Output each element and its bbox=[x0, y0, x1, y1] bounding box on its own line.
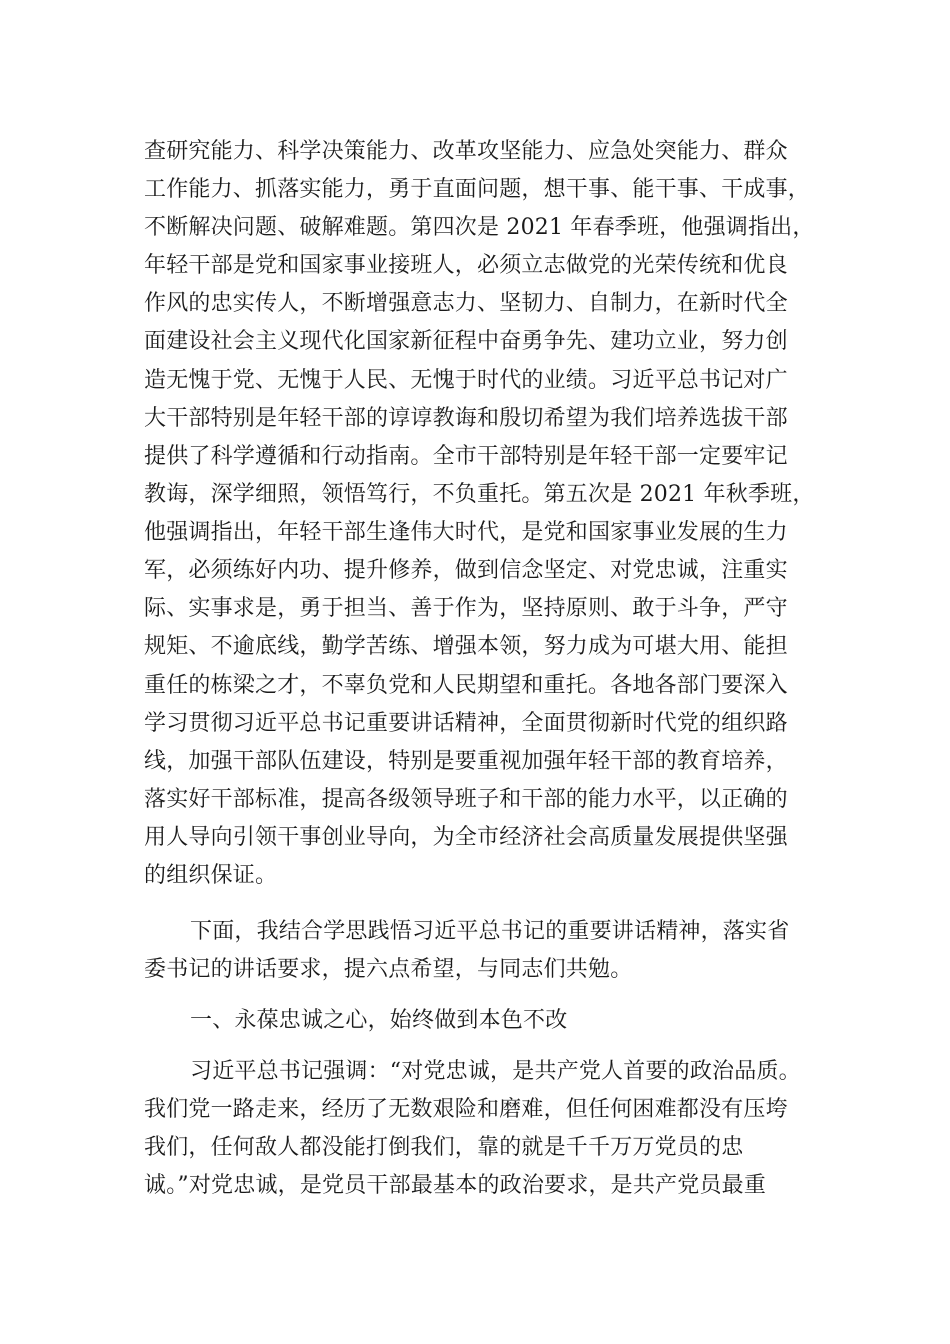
paragraph-first-line: 下面，我结合学思践悟习近平总书记的重要讲话精神，落实省 bbox=[190, 919, 790, 944]
body-text-line: 委书记的讲话要求，提六点希望，与同志们共勉。 bbox=[144, 957, 633, 982]
body-text-line: 作风的忠实传人，不断增强意志力、坚韧力、自制力，在新时代全 bbox=[144, 291, 788, 316]
body-text-line: 工作能力、抓落实能力，勇于直面问题，想干事、能干事、干成事， bbox=[144, 177, 811, 202]
body-text-line: 线，加强干部队伍建设，特别是要重视加强年轻干部的教育培养， bbox=[144, 749, 788, 774]
body-text-line: 学习贯彻习近平总书记重要讲话精神，全面贯彻新时代党的组织路 bbox=[144, 711, 788, 736]
body-text-line: 的组织保证。 bbox=[144, 863, 278, 888]
body-text-line: 年轻干部是党和国家事业接班人，必须立志做党的光荣传统和优良 bbox=[144, 253, 788, 278]
body-text-line: 面建设社会主义现代化国家新征程中奋勇争先、建功立业，努力创 bbox=[144, 329, 788, 354]
body-text-line: 造无愧于党、无愧于人民、无愧于时代的业绩。习近平总书记对广 bbox=[144, 368, 788, 393]
body-text-line: 诚。”对党忠诚，是党员干部最基本的政治要求，是共产党员最重 bbox=[144, 1173, 767, 1198]
paragraph-first-line: 习近平总书记强调：“对党忠诚，是共产党人首要的政治品质。 bbox=[190, 1059, 801, 1084]
body-text-line: 不断解决问题、破解难题。第四次是 2021 年春季班，他强调指出， bbox=[144, 215, 815, 240]
body-text-line: 重任的栋梁之才，不辜负党和人民期望和重托。各地各部门要深入 bbox=[144, 673, 788, 698]
body-text-line: 落实好干部标准，提高各级领导班子和干部的能力水平，以正确的 bbox=[144, 787, 788, 812]
body-text-line: 军，必须练好内功、提升修养，做到信念坚定、对党忠诚，注重实 bbox=[144, 558, 788, 583]
body-text-line: 规矩、不逾底线，勤学苦练、增强本领，努力成为可堪大用、能担 bbox=[144, 634, 788, 659]
body-text-line: 提供了科学遵循和行动指南。全市干部特别是年轻干部一定要牢记 bbox=[144, 444, 788, 469]
body-text-line: 际、实事求是，勇于担当、善于作为，坚持原则、敢于斗争，严守 bbox=[144, 596, 788, 621]
body-text-line: 我们党一路走来，经历了无数艰险和磨难，但任何困难都没有压垮 bbox=[144, 1097, 788, 1122]
body-text-line: 查研究能力、科学决策能力、改革攻坚能力、应急处突能力、群众 bbox=[144, 139, 788, 164]
body-text-line: 我们，任何敌人都没能打倒我们，靠的就是千千万万党员的忠 bbox=[144, 1135, 744, 1160]
body-text-line: 用人导向引领干事创业导向，为全市经济社会高质量发展提供坚强 bbox=[144, 825, 788, 850]
body-text-line: 教诲，深学细照，领悟笃行，不负重托。第五次是 2021 年秋季班， bbox=[144, 482, 815, 507]
body-text-line: 大干部特别是年轻干部的谆谆教诲和殷切希望为我们培养选拔干部 bbox=[144, 406, 788, 431]
section-heading: 一、永葆忠诚之心，始终做到本色不改 bbox=[190, 1008, 568, 1033]
body-text-line: 他强调指出，年轻干部生逢伟大时代，是党和国家事业发展的生力 bbox=[144, 520, 788, 545]
